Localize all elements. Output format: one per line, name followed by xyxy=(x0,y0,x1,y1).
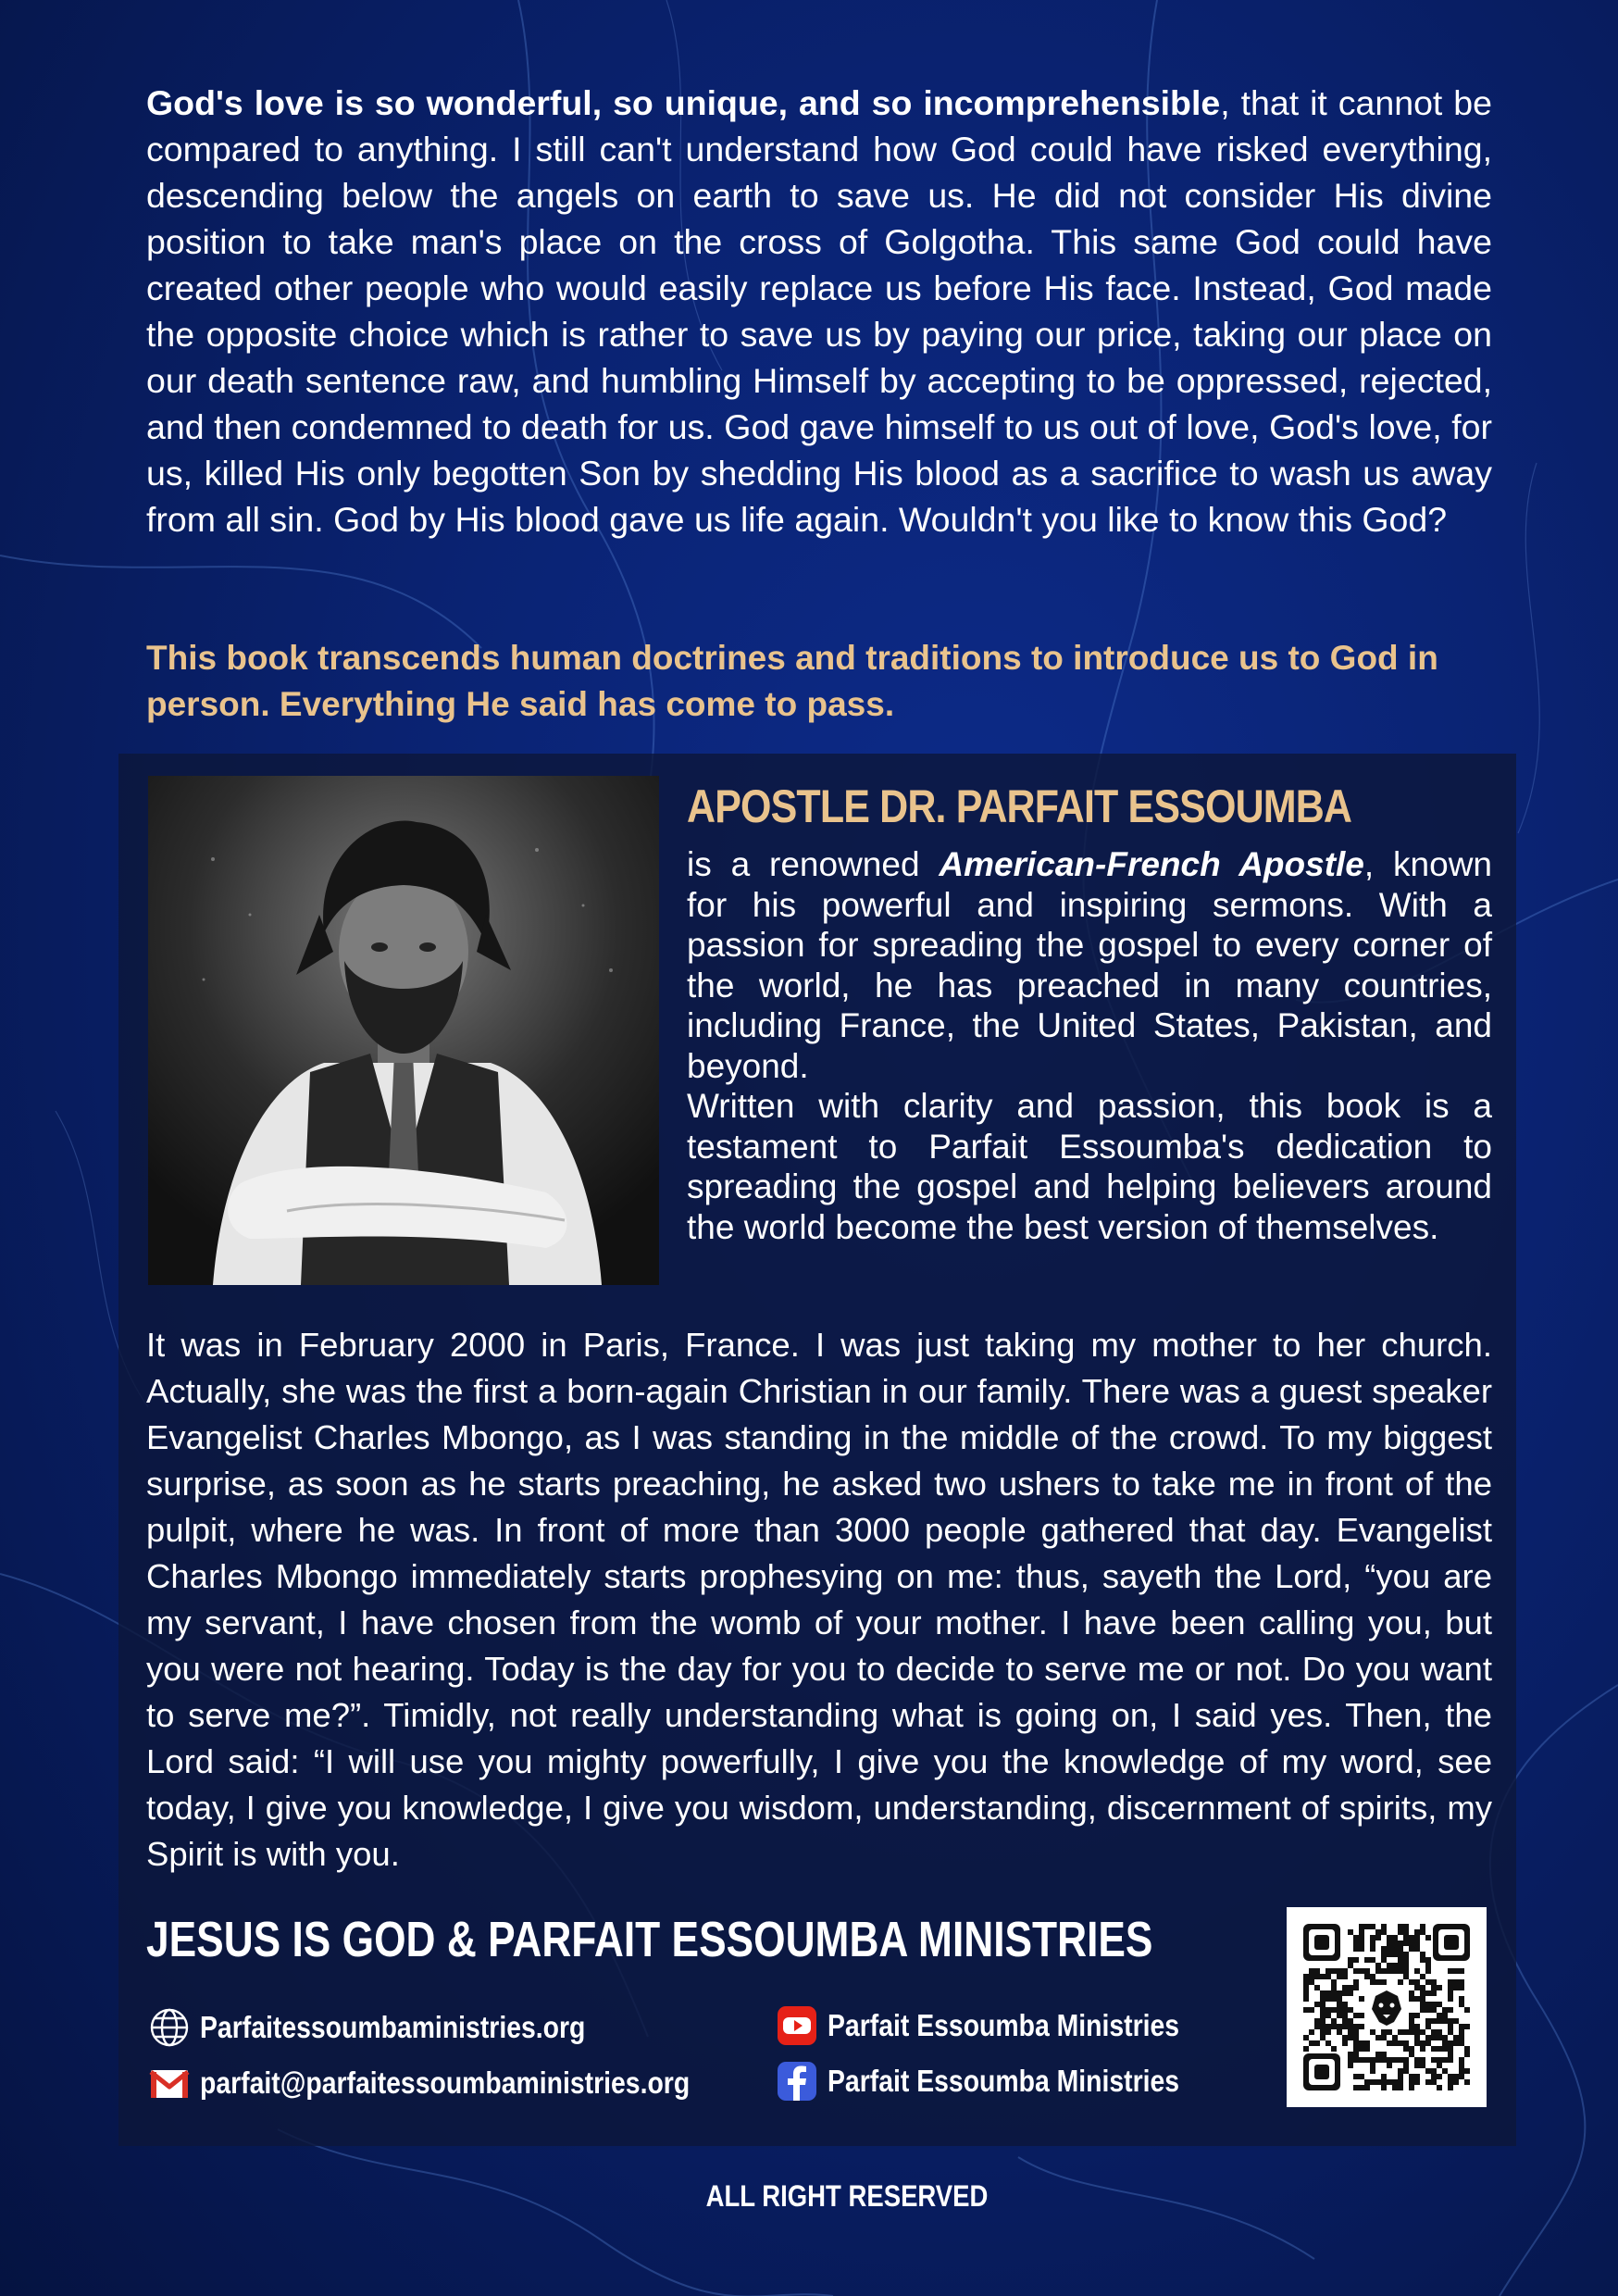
youtube-link[interactable]: Parfait Essoumba Ministries xyxy=(828,2008,1180,2042)
qr-code[interactable] xyxy=(1287,1907,1487,2107)
email-link[interactable]: parfait@parfaitessoumbaministries.org xyxy=(200,2065,691,2100)
website-contact[interactable] xyxy=(148,2005,648,2050)
copyright-notice: ALL RIGHT RESERVED xyxy=(705,2179,989,2213)
ministry-title: JESUS IS GOD & PARFAIT ESSOUMBA MINISTRIES xyxy=(146,1912,1153,1967)
globe-icon xyxy=(148,2006,191,2049)
bio-highlight: American-French Apostle xyxy=(939,845,1364,883)
intro-paragraph xyxy=(146,80,1492,543)
tagline: This book transcends human doctrines and traditions to introduce us to God in person. Everything He said has come to pass. xyxy=(146,639,1438,723)
facebook-link[interactable]: Parfait Essoumba Ministries xyxy=(828,2064,1180,2098)
author-photo xyxy=(148,776,659,1285)
youtube-contact[interactable] xyxy=(776,2003,1237,2048)
facebook-contact[interactable] xyxy=(776,2059,1237,2103)
intro-lead: God's love is so wonderful, so unique, and so incomprehensible xyxy=(146,83,1221,122)
email-contact[interactable] xyxy=(148,2061,769,2105)
author-name: APOSTLE DR. PARFAIT ESSOUMBA xyxy=(687,780,1352,832)
bio-paragraph-1 xyxy=(687,844,1492,1086)
website-link[interactable]: Parfaitessoumbaministries.org xyxy=(200,2010,586,2044)
bio-post: , known for his powerful and inspiring sermons. With a passion for spreading the gospel to every corner of the world, he has preached in many countries, including France, the United States, Pakistan, and beyond. xyxy=(687,845,1492,1085)
bio-paragraph-2: Written with clarity and passion, this book is a testament to Parfait Essoumba's dedication to spreading the gospel and helping believers around the world become the best version of themselves. xyxy=(687,1087,1492,1246)
intro-body: , that it cannot be compared to anything. I still can't understand how God could have risked everything, descending below the angels on earth to save us. He did not consider His divine position to take man's place on the cross of Golgotha. This same God could have created other people who would easily replace us before His face. Instead, God made the opposite choice which is rather to save us by paying our price, taking our place on our death sentence raw, and humbling Himself by accepting to be oppressed, rejected, and then condemned to death for us. God gave himself to us out of love, God's love, for us, killed His only begotten Son by shedding His blood as a sacrifice to wash us away from all sin. God by His blood gave us life again. Wouldn't you like to know this God? xyxy=(146,83,1492,539)
author-bio xyxy=(687,844,1492,1247)
bio-pre: is a renowned xyxy=(687,845,940,883)
facebook-icon xyxy=(776,2060,818,2103)
youtube-icon xyxy=(776,2004,818,2047)
gmail-icon xyxy=(148,2062,191,2104)
testimony-paragraph: It was in February 2000 in Paris, France. I was just taking my mother to her church. Actually, she was the first a born-again Christian in our family. There was a guest speaker Evangelist Charles Mbongo, as I was standing in the middle of the crowd. To my biggest surprise, as soon as he starts preaching, he asked two ushers to take me in front of the pulpit, where he was. In front of more than 3000 people gathered that day. Evangelist Charles Mbongo immediately starts prophesying on me: thus, sayeth the Lord, “you are my servant, I have chosen from the womb of your mother. I have been calling you, but you were not hearing. Today is the day for you to decide to serve me or not. Do you want to serve me?”. Timidly, not really understanding what is going on, I said yes. Then, the Lord said: “I will use you mighty powerfully, I give you the knowledge of my word, see today, I give you knowledge, I give you wisdom, understanding, discernment of spirits, my Spirit is with you. xyxy=(146,1326,1492,1873)
